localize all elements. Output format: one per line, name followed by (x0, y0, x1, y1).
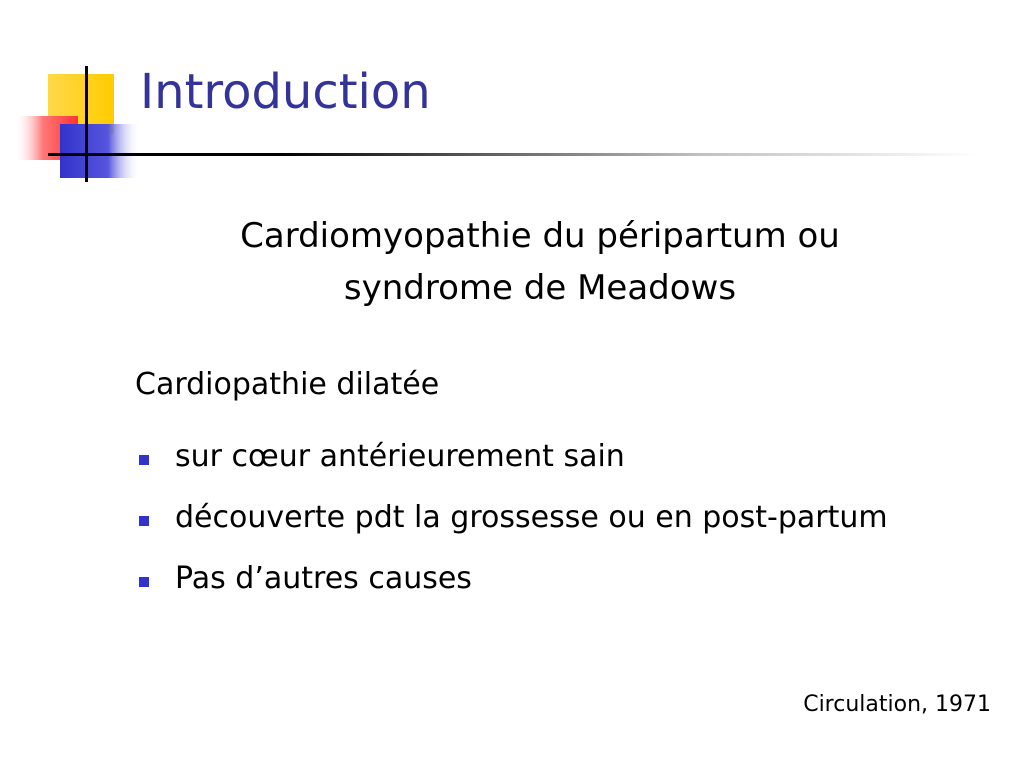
subtitle-line: syndrome de Meadows (343, 268, 737, 308)
bullet-text: Pas d’autres causes (175, 561, 472, 596)
slide-template-logo-icon (0, 0, 140, 190)
square-bullet-icon (139, 516, 149, 526)
subtitle-line: Cardiomyopathie du péripartum ou (240, 216, 840, 256)
citation: Circulation, 1971 (803, 692, 991, 717)
square-bullet-icon (139, 455, 149, 465)
bullet-item (137, 560, 907, 598)
bullet-item (137, 499, 907, 537)
slide-title: Introduction (140, 64, 431, 120)
bullet-list (137, 438, 907, 621)
bullet-text: découverte pdt la grossesse ou en post-partum (175, 500, 888, 535)
bullet-text: sur cœur antérieurement sain (175, 439, 625, 474)
intro-text: Cardiopathie dilatée (135, 367, 440, 402)
bullet-item (137, 438, 907, 476)
title-divider (48, 153, 978, 156)
slide-subtitle (160, 210, 920, 314)
square-bullet-icon (139, 577, 149, 587)
